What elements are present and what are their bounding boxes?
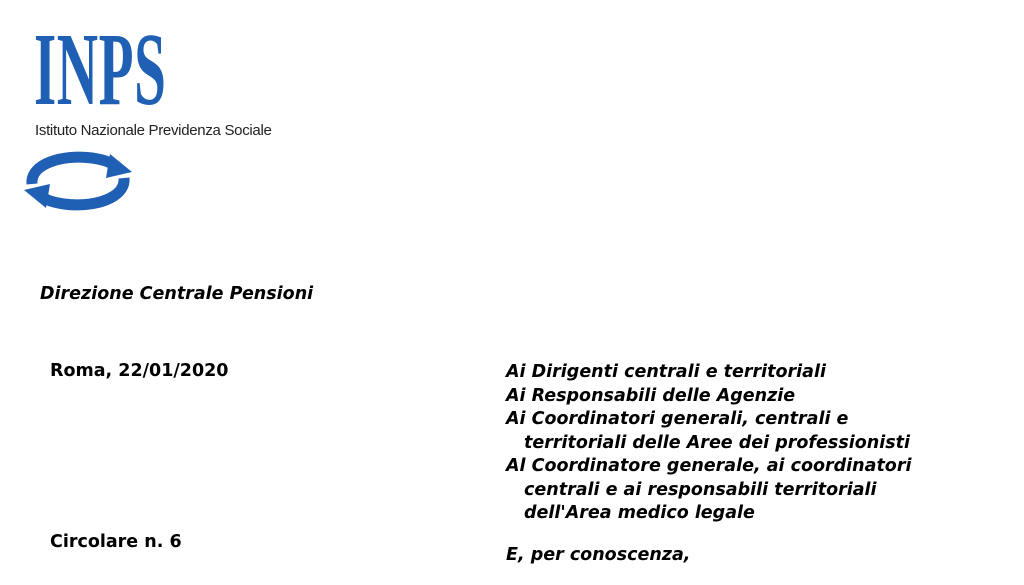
recipient-line: dell'Area medico legale [524,503,755,523]
recipient-line: Ai Dirigenti centrali e territoriali [506,362,826,382]
logo-tagline: Istituto Nazionale Previdenza Sociale [35,122,272,139]
circular-number: Circolare n. 6 [50,532,182,552]
circular-arrows-icon [22,150,134,212]
recipient-line: Ai Responsabili delle Agenzie [506,385,796,406]
department-heading: Direzione Centrale Pensioni [40,284,314,304]
recipients-list [506,361,911,526]
date-line: Roma, 22/01/2020 [50,361,229,381]
recipient-line: centrali e ai responsabili territoriali [524,479,877,500]
logo-wordmark: INPS [34,12,167,127]
recipient-line: territoriali delle Aree dei professionisti [524,432,911,453]
recipient-line: Al Coordinatore generale, ai coordinatori [506,456,912,476]
recipient-line: Ai Coordinatori generali, centrali e [506,409,849,429]
cc-label: E, per conoscenza, [506,545,691,565]
